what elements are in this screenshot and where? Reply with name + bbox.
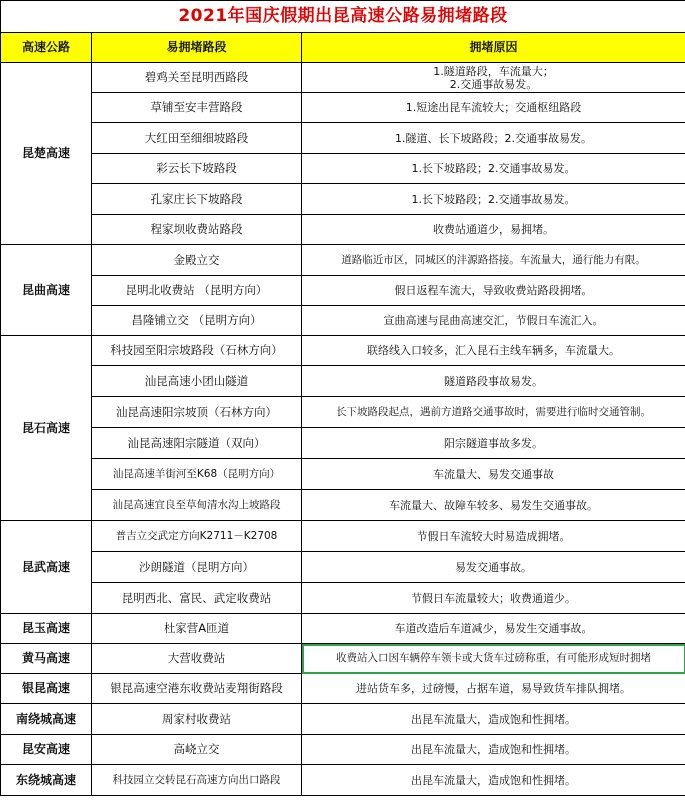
cause-line: 1.长下坡路段；2.交通事故易发。 xyxy=(411,192,576,206)
table-row xyxy=(1,154,685,184)
highway-name: 昆玉高速 xyxy=(1,614,92,644)
cause-line: 车流量大、故障车较多、易发生交通事故。 xyxy=(389,498,598,512)
cause-cell xyxy=(302,552,685,583)
cause-cell xyxy=(302,306,685,336)
table-row xyxy=(1,583,685,614)
cause-line: 易发交通事故。 xyxy=(455,560,532,574)
highway-name: 银昆高速 xyxy=(1,674,92,704)
cause-cell xyxy=(302,336,685,366)
table-row xyxy=(1,521,685,552)
table-row xyxy=(1,276,685,306)
cause-line: 节假日车流量较大；收费通道少。 xyxy=(411,591,576,605)
cause-line: 车流量大、易发交通事故 xyxy=(433,467,554,481)
section-cell: 草铺至安丰营路段 xyxy=(92,93,302,123)
section-cell: 沙朗隧道（昆明方向） xyxy=(92,552,302,583)
cause-cell xyxy=(302,765,685,796)
section-cell: 彩云长下坡路段 xyxy=(92,154,302,184)
cause-line: 收费站通道少，易拥堵。 xyxy=(433,223,554,236)
table-row xyxy=(1,336,685,366)
section-cell: 程家坝收费站路段 xyxy=(92,215,302,245)
table-row xyxy=(1,366,685,397)
cause-cell xyxy=(302,614,685,644)
section-cell: 金殿立交 xyxy=(92,245,302,276)
section-cell: 汕昆高速阳宗坡顶（石林方向） xyxy=(92,397,302,428)
cause-cell xyxy=(302,63,685,93)
table-row xyxy=(1,552,685,583)
table-row xyxy=(1,614,685,644)
table-row xyxy=(1,93,685,123)
cause-line: 节假日车流较大时易造成拥堵。 xyxy=(416,529,571,543)
table-row xyxy=(1,306,685,336)
cause-cell xyxy=(302,490,685,521)
section-cell: 大红田至细细坡路段 xyxy=(92,123,302,154)
cause-line: 1.长下坡路段；2.交通事故易发。 xyxy=(411,162,576,175)
cause-cell xyxy=(302,644,685,674)
highway-name: 昆石高速 xyxy=(1,336,92,521)
section-cell: 周家村收费站 xyxy=(92,704,302,735)
cause-line: 出昆车流量大，造成饱和性拥堵。 xyxy=(411,773,576,787)
cause-line: 宣曲高速与昆曲高速交汇，节假日车流汇入。 xyxy=(383,314,604,327)
header-section: 易拥堵路段 xyxy=(92,33,302,63)
cause-line: 阳宗隧道事故多发。 xyxy=(444,436,543,450)
section-cell: 昌隆铺立交 （昆明方向） xyxy=(92,306,302,336)
cause-line: 收费站入口因车辆停车领卡或大货车过磅称重，有可能形成短时拥堵 xyxy=(336,652,651,664)
section-cell: 杜家营A匝道 xyxy=(92,614,302,644)
cause-cell xyxy=(302,674,685,704)
cause-cell xyxy=(302,704,685,735)
section-cell: 高峣立交 xyxy=(92,735,302,765)
cause-line: 道路临近市区，同城区的沣源路搭接。车流量大，通行能力有限。 xyxy=(341,253,646,266)
cause-line: 2.交通事故易发。 xyxy=(449,77,538,91)
section-cell: 汕昆高速小团山隧道 xyxy=(92,366,302,397)
highway-name: 昆楚高速 xyxy=(1,63,92,245)
section-cell: 昆明西北、富民、武定收费站 xyxy=(92,583,302,614)
header-highway: 高速公路 xyxy=(1,33,92,63)
table-row xyxy=(1,245,685,276)
section-cell: 大营收费站 xyxy=(92,644,302,674)
cause-line: 1.隧道路段，车流量大； xyxy=(433,64,554,78)
cause-cell xyxy=(302,459,685,490)
section-cell: 普吉立交武定方向K2711－K2708 xyxy=(92,521,302,552)
cause-cell xyxy=(302,154,685,184)
cause-cell xyxy=(302,215,685,245)
highway-name: 南绕城高速 xyxy=(1,704,92,735)
section-cell: 昆明北收费站 （昆明方向） xyxy=(92,276,302,306)
highway-name: 昆安高速 xyxy=(1,735,92,765)
section-cell: 汕昆高速宜良至草甸清水沟上坡路段 xyxy=(92,490,302,521)
cause-line: 联络线入口较多，汇入昆石主线车辆多，车流量大。 xyxy=(367,344,620,357)
cause-line: 出昆车流量大，造成饱和性拥堵。 xyxy=(411,712,576,726)
section-cell: 孔家庄长下坡路段 xyxy=(92,184,302,215)
cause-cell xyxy=(302,521,685,552)
cause-line: 车道改造后车道减少，易发生交通事故。 xyxy=(394,622,593,635)
cause-cell xyxy=(302,123,685,154)
cause-line: 隧道路段事故易发。 xyxy=(444,374,543,388)
cause-cell xyxy=(302,93,685,123)
section-cell: 汕昆高速羊街河至K68（昆明方向） xyxy=(92,459,302,490)
highway-name: 黄马高速 xyxy=(1,644,92,674)
highway-name: 东绕城高速 xyxy=(1,765,92,796)
cause-cell xyxy=(302,583,685,614)
section-cell: 科技园立交转昆石高速方向出口路段 xyxy=(92,765,302,796)
table-row xyxy=(1,397,685,428)
cause-line: 假日返程车流大，导致收费站路段拥堵。 xyxy=(394,284,593,297)
table-row xyxy=(1,704,685,735)
cause-line: 1.短途出昆车流较大；交通枢纽路段 xyxy=(405,101,582,114)
section-cell: 碧鸡关至昆明西路段 xyxy=(92,63,302,93)
cause-cell xyxy=(302,735,685,765)
highway-name: 昆曲高速 xyxy=(1,245,92,336)
section-cell: 科技园至阳宗坡路段（石林方向） xyxy=(92,336,302,366)
section-cell: 汕昆高速阳宗隧道（双向） xyxy=(92,428,302,459)
cause-line: 出昆车流量大，造成饱和性拥堵。 xyxy=(411,743,576,756)
header-cause: 拥堵原因 xyxy=(302,33,685,63)
table-row xyxy=(1,490,685,521)
table-row xyxy=(1,674,685,704)
table-row xyxy=(1,459,685,490)
highway-name: 昆武高速 xyxy=(1,521,92,614)
table-row xyxy=(1,765,685,796)
table-row xyxy=(1,735,685,765)
table-row xyxy=(1,184,685,215)
table-row xyxy=(1,215,685,245)
section-cell: 银昆高速空港东收费站麦翔街路段 xyxy=(92,674,302,704)
cause-line: 1.隧道、长下坡路段；2.交通事故易发。 xyxy=(395,131,592,145)
cause-cell xyxy=(302,276,685,306)
cause-cell xyxy=(302,184,685,215)
page-title: 2021年国庆假期出昆高速公路易拥堵路段 xyxy=(1,1,685,33)
cause-cell xyxy=(302,245,685,276)
table-row xyxy=(1,123,685,154)
cause-cell xyxy=(302,428,685,459)
cause-cell xyxy=(302,397,685,428)
cause-line: 长下坡路段起点，遇前方道路交通事故时，需要进行临时交通管制。 xyxy=(336,405,651,418)
table-row xyxy=(1,63,685,93)
cause-cell xyxy=(302,366,685,397)
table-row xyxy=(1,644,685,674)
table-row xyxy=(1,428,685,459)
cause-line: 进站货车多，过磅慢，占据车道，易导致货车排队拥堵。 xyxy=(356,682,631,695)
